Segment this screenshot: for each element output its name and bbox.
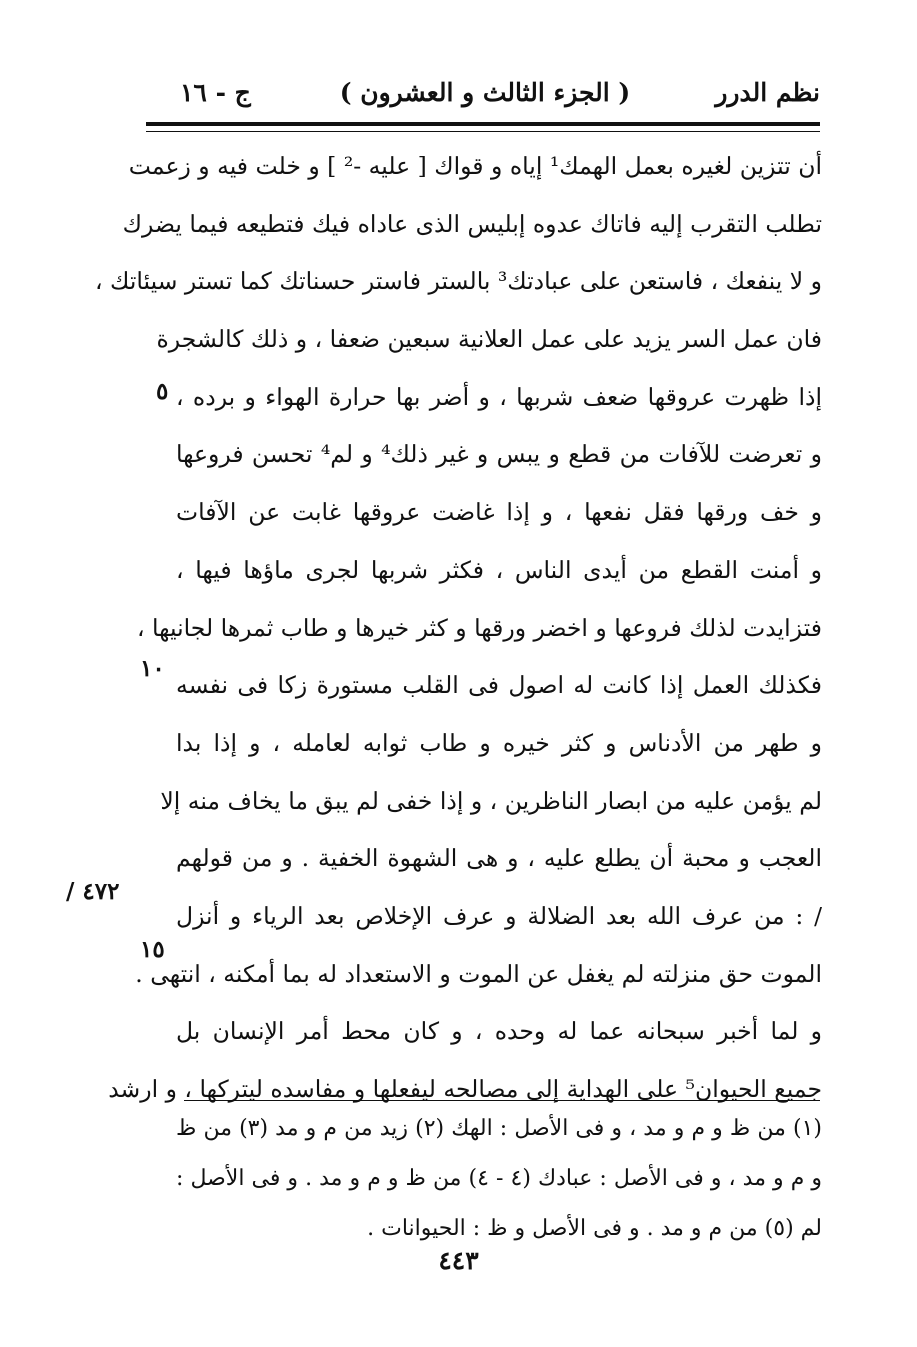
footnotes	[176, 1104, 822, 1254]
text-line: العجب و محبة أن يطلع عليه ، و هى الشهوة الخفية . و من قولهم	[176, 844, 822, 873]
text-line: / : من عرف الله بعد الضلالة و عرف الإخلاص بعد الرياء و أنزل	[176, 901, 822, 930]
volume-label: ج - ١٦	[180, 78, 251, 107]
text-line: و طهر من الأدناس و كثر خيره و طاب ثوابه لعامله ، و إذا بدا	[176, 728, 822, 757]
text-line: إذا ظهرت عروقها ضعف شربها ، و أضر بها حرارة الهواء و برده ،	[176, 382, 822, 411]
line-number-15: ١٥	[140, 936, 165, 963]
page-number: ٤٤٣	[438, 1246, 479, 1275]
footnote-line: و م و مد ، و فى الأصل : عبادك (٤ - ٤) من ظ و م و مد . و فى الأصل :	[176, 1166, 822, 1191]
text-line: و تعرضت للآفات من قطع و يبس و غير ذلك⁴ و لم⁴ تحسن فروعها	[176, 440, 822, 469]
text-line: فان عمل السر يزيد على عمل العلانية سبعين ضعفا ، و ذلك كالشجرة	[156, 325, 822, 354]
running-header	[150, 72, 820, 120]
text-line: و لما أخبر سبحانه عما له وحده ، و كان محط أمر الإنسان بل	[176, 1017, 822, 1046]
text-line: فتزايدت لذلك فروعها و اخضر ورقها و كثر خيرها و طاب ثمرها لجانيها ،	[136, 613, 822, 642]
book-title: نظم الدرر	[715, 78, 820, 107]
text-line: الموت حق منزلته لم يغفل عن الموت و الاستعداد له بما أمكنه ، انتهى .	[135, 959, 822, 988]
text-line: لم يؤمن عليه من ابصار الناظرين ، و إذا خفى لم يبق ما يخاف منه إلا	[160, 786, 822, 815]
part-title: ( الجزء الثالث و العشرون )	[339, 78, 631, 107]
text-line: و لا ينفعك ، فاستعن على عبادتك³ بالستر فاستر حسناتك كما تستر سيئاتك ،	[95, 267, 822, 296]
header-rule-thin	[146, 131, 820, 132]
line-number-5: ٥	[156, 378, 169, 405]
text-line: و أمنت القطع من أيدى الناس ، فكثر شربها لجرى ماؤها فيها ،	[176, 555, 822, 584]
footnote-line: لم (٥) من م و مد . و فى الأصل و ظ : الحيوانات .	[367, 1216, 822, 1241]
text-line: أن تتزين لغيره بعمل الهمك¹ إياه و قواك [ عليه -² ] و خلت فيه و زعمت	[128, 152, 822, 180]
footnote-divider	[184, 1100, 820, 1101]
line-number-10: ١٠	[140, 655, 165, 682]
text-line: فكذلك العمل إذا كانت له اصول فى القلب مستورة زكا فى نفسه	[176, 671, 822, 700]
text-line: و خف ورقها فقل نفعها ، و إذا غاضت عروقها غابت عن الآفات	[176, 498, 822, 527]
text-line: جميع الحيوان⁵ على الهداية إلى مصالحه ليفعلها و مفاسده ليتركها ، و ارشد	[108, 1075, 822, 1103]
text-line: تطلب التقرب إليه فاتاك عدوه إبليس الذى عاداه فيك فتطيعه فيما يضرك	[122, 209, 822, 238]
footnote-line: (١) من ظ و م و مد ، و فى الأصل : الهك (٢) زيد من م و مد (٣) من ظ	[176, 1116, 822, 1141]
header-rule-thick	[146, 122, 820, 126]
folio-marker: ٤٧٢ /	[66, 878, 120, 905]
